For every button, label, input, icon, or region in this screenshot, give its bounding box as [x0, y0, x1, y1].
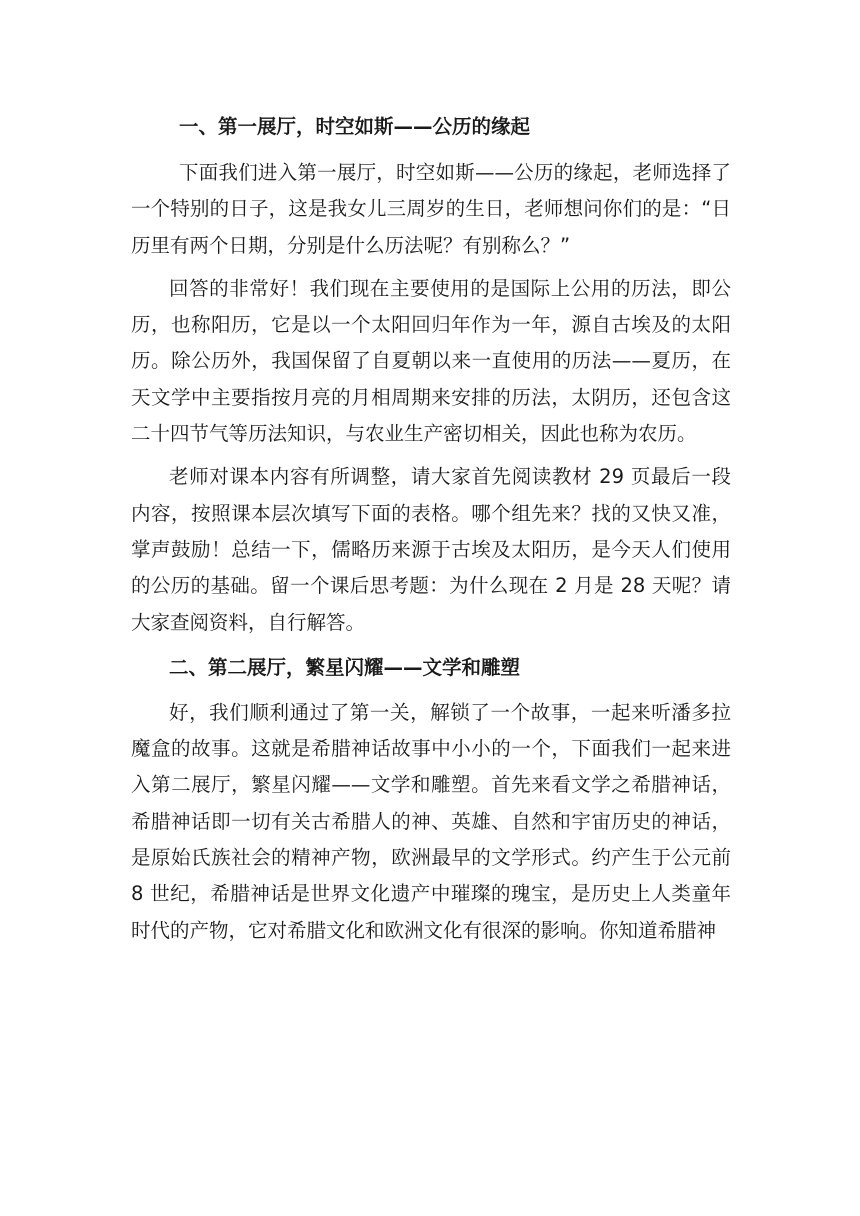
- document-body: [131, 107, 731, 949]
- spacer: [131, 264, 731, 271]
- section1-heading: 一、第一展厅，时空如斯——公历的缘起: [179, 115, 531, 138]
- paragraph-1: 下面我们进入第一展厅，时空如斯——公历的缘起，老师选择了一个特别的日子，这是我女儿三周岁的生日，老师想问你们的是：“日历里有两个日期，分别是什么历法呢？有别称么？”: [131, 161, 731, 257]
- spacer: [131, 147, 731, 155]
- spacer: [131, 641, 731, 648]
- spacer: [131, 452, 731, 459]
- paragraph-2: 回答的非常好！我们现在主要使用的是国际上公用的历法，即公历，也称阳历，它是以一个太阳回归年作为一年，源自古埃及的太阳历。除公历外，我国保留了自夏朝以来一直使用的历法——夏历，在天文学中主要指按月亮的月相周期来安排的历法，太阴历，还包含这二十四节气等历法知识，与农业生产密切相关，因此也称为农历。: [131, 276, 731, 446]
- paragraph-3: 老师对课本内容有所调整，请大家首先阅读教材 29 页最后一段内容，按照课本层次填写下面的表格。哪个组先来？找的又快又准，掌声鼓励！总结一下，儒略历来源于古埃及太阳历，是今天人们使用的公历的基础。留一个课后思考题：为什么现在 2 月是 28 天呢？请大家查阅资料，自行解答。: [131, 465, 731, 634]
- spacer: [131, 688, 731, 695]
- section2-heading: 二、第二展厅，繁星闪耀——文学和雕塑: [169, 655, 521, 679]
- paragraph-4: 好，我们顺利通过了第一关，解锁了一个故事，一起来听潘多拉魔盒的故事。这就是希腊神话故事中小小的一个，下面我们一起来进入第二展厅，繁星闪耀——文学和雕塑。首先来看文学之希腊神话，希腊神话即一切有关古希腊人的神、英雄、自然和宇宙历史的神话，是原始氏族社会的精神产物，欧洲最早的文学形式。约产生于公元前 8 世纪，希腊神话是世界文化遗产中璀璨的瑰宝，是历史上人类童年时代的产物，它对希腊文化和欧洲文化有很深的影响。你知道希腊神: [131, 700, 731, 942]
